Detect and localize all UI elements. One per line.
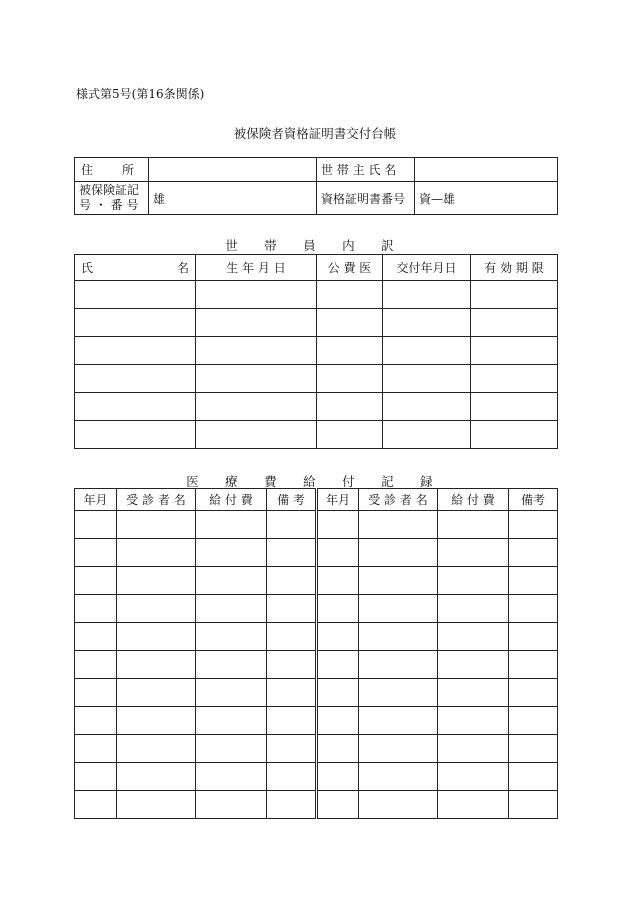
- remarks-cell-left[interactable]: [267, 623, 317, 651]
- remarks-cell-right[interactable]: [509, 567, 558, 595]
- certificate-number-label: 資格証明書番号: [317, 182, 415, 215]
- col-year-month-left: 年月: [75, 489, 117, 511]
- remarks-cell-right[interactable]: [509, 707, 558, 735]
- benefit-amount-cell-right[interactable]: [438, 651, 509, 679]
- year-month-cell-right[interactable]: [317, 651, 359, 679]
- col-public-expense: 公 費 医: [317, 255, 383, 281]
- year-month-cell-right[interactable]: [317, 707, 359, 735]
- year-month-cell-left[interactable]: [75, 791, 117, 819]
- patient-name-cell-left[interactable]: [117, 707, 196, 735]
- remarks-cell-right[interactable]: [509, 763, 558, 791]
- member-issue-date-cell[interactable]: [383, 393, 471, 421]
- year-month-cell-right[interactable]: [317, 735, 359, 763]
- benefit-amount-cell-left[interactable]: [196, 651, 267, 679]
- remarks-cell-left[interactable]: [267, 679, 317, 707]
- benefit-row: [75, 707, 558, 735]
- year-month-cell-left[interactable]: [75, 763, 117, 791]
- year-month-cell-left[interactable]: [75, 511, 117, 539]
- benefit-amount-cell-left[interactable]: [196, 595, 267, 623]
- benefit-amount-cell-left[interactable]: [196, 791, 267, 819]
- benefit-amount-cell-right[interactable]: [438, 511, 509, 539]
- year-month-cell-right[interactable]: [317, 623, 359, 651]
- year-month-cell-right[interactable]: [317, 511, 359, 539]
- member-row: [75, 393, 558, 421]
- col-name: [75, 255, 196, 281]
- year-month-cell-left[interactable]: [75, 651, 117, 679]
- benefit-row: [75, 623, 558, 651]
- member-public-expense-cell[interactable]: [317, 421, 383, 449]
- member-birthdate-cell[interactable]: [196, 337, 317, 365]
- member-birthdate-cell[interactable]: [196, 365, 317, 393]
- insured-number-label-line2: 号 ・ 番 号: [79, 198, 139, 212]
- member-public-expense-cell[interactable]: [317, 309, 383, 337]
- member-valid-until-cell[interactable]: [471, 337, 558, 365]
- patient-name-cell-right[interactable]: [359, 511, 438, 539]
- col-patient-name-left: 受 診 者 名: [117, 489, 196, 511]
- remarks-cell-left[interactable]: [267, 511, 317, 539]
- member-name-cell[interactable]: [75, 393, 196, 421]
- col-name-a: 氏: [81, 261, 94, 275]
- benefits-table: [74, 488, 558, 819]
- patient-name-cell-left[interactable]: [117, 735, 196, 763]
- address-value[interactable]: [149, 158, 317, 182]
- col-remarks-left: 備 考: [267, 489, 317, 511]
- patient-name-cell-left[interactable]: [117, 763, 196, 791]
- patient-name-cell-left[interactable]: [117, 623, 196, 651]
- householder-value[interactable]: [415, 158, 558, 182]
- benefit-amount-cell-right[interactable]: [438, 595, 509, 623]
- year-month-cell-right[interactable]: [317, 539, 359, 567]
- address-label-a: 住: [81, 163, 94, 177]
- remarks-cell-right[interactable]: [509, 595, 558, 623]
- member-name-cell[interactable]: [75, 309, 196, 337]
- remarks-cell-left[interactable]: [267, 707, 317, 735]
- year-month-cell-left[interactable]: [75, 623, 117, 651]
- benefit-amount-cell-right[interactable]: [438, 791, 509, 819]
- patient-name-cell-left[interactable]: [117, 679, 196, 707]
- member-valid-until-cell[interactable]: [471, 309, 558, 337]
- remarks-cell-left[interactable]: [267, 595, 317, 623]
- benefit-amount-cell-right[interactable]: [438, 763, 509, 791]
- member-issue-date-cell[interactable]: [383, 421, 471, 449]
- member-name-cell[interactable]: [75, 365, 196, 393]
- col-name-b: 名: [176, 261, 189, 275]
- member-public-expense-cell[interactable]: [317, 365, 383, 393]
- patient-name-cell-right[interactable]: [359, 679, 438, 707]
- remarks-cell-left[interactable]: [267, 651, 317, 679]
- patient-name-cell-right[interactable]: [359, 791, 438, 819]
- insured-number-label-line1: 被保険証記: [79, 183, 140, 197]
- member-birthdate-cell[interactable]: [196, 281, 317, 309]
- remarks-cell-right[interactable]: [509, 539, 558, 567]
- year-month-cell-left[interactable]: [75, 567, 117, 595]
- year-month-cell-right[interactable]: [317, 791, 359, 819]
- patient-name-cell-left[interactable]: [117, 539, 196, 567]
- benefit-amount-cell-left[interactable]: [196, 763, 267, 791]
- benefit-amount-cell-right[interactable]: [438, 567, 509, 595]
- remarks-cell-left[interactable]: [267, 763, 317, 791]
- col-birthdate: 生 年 月 日: [196, 255, 317, 281]
- insured-number-value[interactable]: 雄: [149, 182, 317, 215]
- member-valid-until-cell[interactable]: [471, 365, 558, 393]
- member-row: [75, 337, 558, 365]
- benefit-row: [75, 567, 558, 595]
- member-public-expense-cell[interactable]: [317, 281, 383, 309]
- benefit-amount-cell-left[interactable]: [196, 623, 267, 651]
- householder-label: 世 帯 主 氏 名: [317, 158, 415, 182]
- col-issue-date: 交付年月日: [383, 255, 471, 281]
- benefit-amount-cell-left[interactable]: [196, 735, 267, 763]
- member-birthdate-cell[interactable]: [196, 309, 317, 337]
- member-public-expense-cell[interactable]: [317, 393, 383, 421]
- member-name-cell[interactable]: [75, 337, 196, 365]
- year-month-cell-right[interactable]: [317, 595, 359, 623]
- member-row: [75, 309, 558, 337]
- member-valid-until-cell[interactable]: [471, 393, 558, 421]
- col-remarks-right: 備考: [509, 489, 558, 511]
- patient-name-cell-left[interactable]: [117, 567, 196, 595]
- benefit-amount-cell-left[interactable]: [196, 539, 267, 567]
- patient-name-cell-left[interactable]: [117, 511, 196, 539]
- remarks-cell-left[interactable]: [267, 735, 317, 763]
- benefit-amount-cell-right[interactable]: [438, 707, 509, 735]
- patient-name-cell-right[interactable]: [359, 707, 438, 735]
- col-valid-until: 有 効 期 限: [471, 255, 558, 281]
- col-year-month-right: 年月: [317, 489, 359, 511]
- patient-name-cell-right[interactable]: [359, 651, 438, 679]
- col-benefit-amount-right: 給 付 費: [438, 489, 509, 511]
- member-issue-date-cell[interactable]: [383, 309, 471, 337]
- remarks-cell-left[interactable]: [267, 567, 317, 595]
- benefit-row: [75, 651, 558, 679]
- remarks-cell-left[interactable]: [267, 791, 317, 819]
- member-valid-until-cell[interactable]: [471, 281, 558, 309]
- benefit-amount-cell-left[interactable]: [196, 679, 267, 707]
- benefit-amount-cell-right[interactable]: [438, 623, 509, 651]
- year-month-cell-right[interactable]: [317, 567, 359, 595]
- col-patient-name-right: 受 診 者 名: [359, 489, 438, 511]
- benefit-row: [75, 511, 558, 539]
- address-label-b: 所: [121, 163, 134, 177]
- patient-name-cell-left[interactable]: [117, 595, 196, 623]
- patient-name-cell-right[interactable]: [359, 623, 438, 651]
- benefit-row: [75, 763, 558, 791]
- member-birthdate-cell[interactable]: [196, 393, 317, 421]
- member-public-expense-cell[interactable]: [317, 337, 383, 365]
- remarks-cell-right[interactable]: [509, 679, 558, 707]
- patient-name-cell-right[interactable]: [359, 595, 438, 623]
- year-month-cell-left[interactable]: [75, 595, 117, 623]
- benefit-amount-cell-right[interactable]: [438, 539, 509, 567]
- patient-name-cell-right[interactable]: [359, 735, 438, 763]
- patient-name-cell-left[interactable]: [117, 791, 196, 819]
- certificate-number-value[interactable]: 資—雄: [415, 182, 558, 215]
- member-valid-until-cell[interactable]: [471, 421, 558, 449]
- member-row: [75, 421, 558, 449]
- document-title: 被保険者資格証明書交付台帳: [233, 126, 397, 141]
- member-name-cell[interactable]: [75, 421, 196, 449]
- address-label: [75, 158, 149, 182]
- remarks-cell-right[interactable]: [509, 623, 558, 651]
- member-issue-date-cell[interactable]: [383, 365, 471, 393]
- remarks-cell-right[interactable]: [509, 735, 558, 763]
- year-month-cell-left[interactable]: [75, 707, 117, 735]
- patient-name-cell-left[interactable]: [117, 651, 196, 679]
- patient-name-cell-right[interactable]: [359, 567, 438, 595]
- member-row: [75, 281, 558, 309]
- year-month-cell-left[interactable]: [75, 735, 117, 763]
- patient-name-cell-right[interactable]: [359, 539, 438, 567]
- form-number-label: 様式第5号(第16条関係): [76, 87, 205, 101]
- benefit-row: [75, 539, 558, 567]
- members-heading: 世 帯 員 内 訳: [225, 238, 405, 253]
- benefit-amount-cell-left[interactable]: [196, 707, 267, 735]
- remarks-cell-right[interactable]: [509, 651, 558, 679]
- year-month-cell-right[interactable]: [317, 763, 359, 791]
- benefit-row: [75, 735, 558, 763]
- members-table: [74, 254, 558, 449]
- benefit-amount-cell-left[interactable]: [196, 567, 267, 595]
- insured-number-label: [75, 182, 149, 215]
- col-benefit-amount-left: 給 付 費: [196, 489, 267, 511]
- patient-name-cell-right[interactable]: [359, 763, 438, 791]
- benefit-row: [75, 791, 558, 819]
- year-month-cell-left[interactable]: [75, 679, 117, 707]
- benefit-amount-cell-right[interactable]: [438, 735, 509, 763]
- member-issue-date-cell[interactable]: [383, 281, 471, 309]
- benefit-amount-cell-right[interactable]: [438, 679, 509, 707]
- remarks-cell-left[interactable]: [267, 539, 317, 567]
- member-birthdate-cell[interactable]: [196, 421, 317, 449]
- benefits-heading: 医 療 費 給 付 記 録: [186, 474, 444, 489]
- benefit-amount-cell-left[interactable]: [196, 511, 267, 539]
- remarks-cell-right[interactable]: [509, 511, 558, 539]
- year-month-cell-left[interactable]: [75, 539, 117, 567]
- member-name-cell[interactable]: [75, 281, 196, 309]
- benefit-row: [75, 595, 558, 623]
- benefit-row: [75, 679, 558, 707]
- member-issue-date-cell[interactable]: [383, 337, 471, 365]
- year-month-cell-right[interactable]: [317, 679, 359, 707]
- member-row: [75, 365, 558, 393]
- info-table: [74, 157, 558, 215]
- remarks-cell-right[interactable]: [509, 791, 558, 819]
